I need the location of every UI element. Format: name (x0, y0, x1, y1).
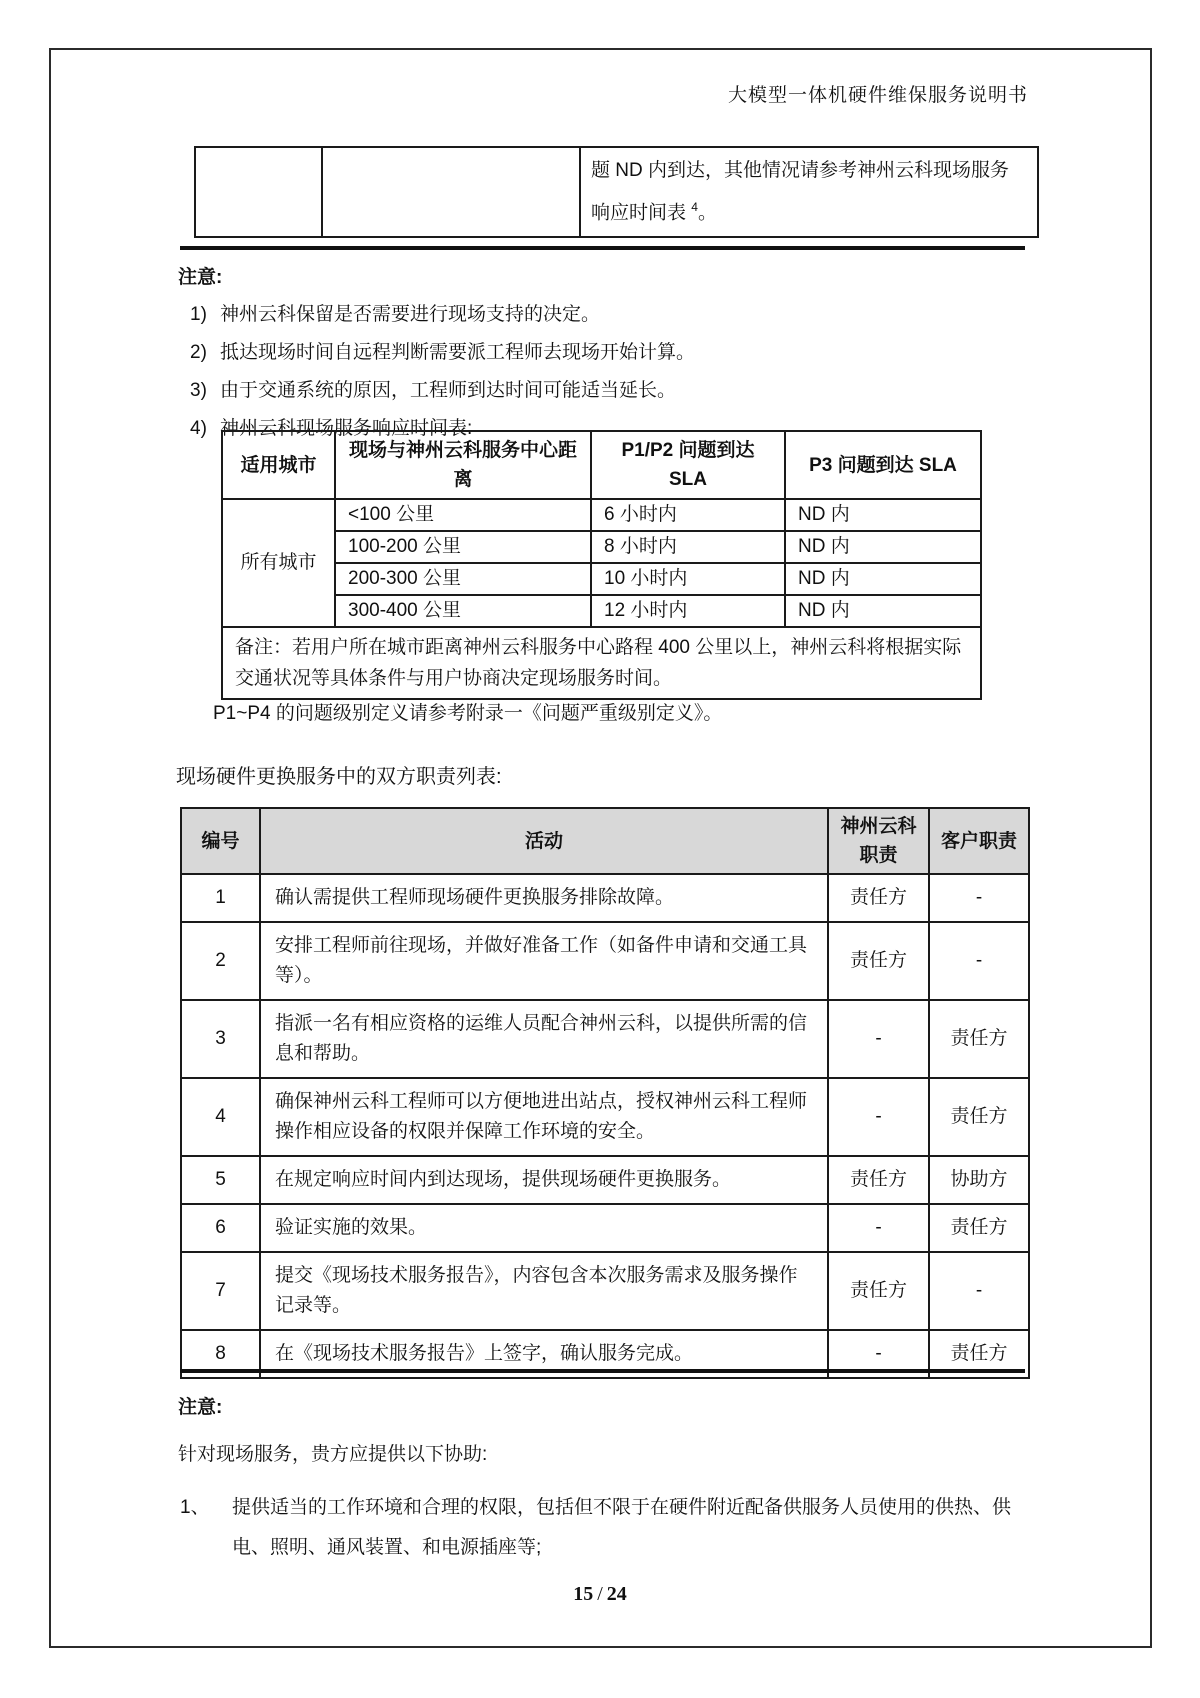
page-number-separator: / (597, 1583, 603, 1605)
cell-customer: 协助方 (929, 1156, 1029, 1204)
cell-remark: 备注：若用户所在城市距离神州云科服务中心路程 400 公里以上，神州云科将根据实际交通状况等具体条件与用户协商决定现场服务时间。 (222, 627, 981, 699)
table-row (222, 531, 981, 563)
notes-section-2 (178, 1392, 1048, 1568)
continued-table (194, 146, 1039, 238)
cell-p3: ND 内 (785, 563, 981, 595)
cell-customer: 责任方 (929, 1330, 1029, 1378)
cell-city: 所有城市 (222, 499, 335, 627)
cell-activity: 在规定响应时间内到达现场，提供现场硬件更换服务。 (260, 1156, 828, 1204)
list-item-text: 提供适当的工作环境和合理的权限，包括但不限于在硬件附近配备供服务人员使用的供热、供电、照明、通风装置、和电源插座等; (232, 1497, 1012, 1558)
list-item (178, 378, 1038, 403)
table-row (181, 1252, 1029, 1330)
list-item-number: 4) (190, 418, 207, 439)
cell-number: 7 (181, 1252, 260, 1330)
list-item-text: 神州云科保留是否需要进行现场支持的决定。 (220, 304, 601, 325)
numbered-list (178, 302, 1038, 441)
cell-customer: 责任方 (929, 1204, 1029, 1252)
list-item (178, 302, 1038, 327)
col-header-distance: 现场与神州云科服务中心距离 (335, 431, 591, 499)
table-remark-row (222, 627, 981, 699)
cell-activity: 验证实施的效果。 (260, 1204, 828, 1252)
cell-customer: 责任方 (929, 1000, 1029, 1078)
cell-distance: 100-200 公里 (335, 531, 591, 563)
col-header-p3-sla: P3 问题到达 SLA (785, 431, 981, 499)
cell-customer: - (929, 874, 1029, 922)
cell-vendor: 责任方 (828, 922, 929, 1000)
cell-number: 3 (181, 1000, 260, 1078)
cell-vendor: - (828, 1204, 929, 1252)
cell-p1p2: 6 小时内 (591, 499, 785, 531)
cell-p3: ND 内 (785, 595, 981, 627)
cell-p1p2: 8 小时内 (591, 531, 785, 563)
cell-activity: 确保神州云科工程师可以方便地进出站点，授权神州云科工程师操作相应设备的权限并保障工作环境的安全。 (260, 1078, 828, 1156)
cell-p3: ND 内 (785, 499, 981, 531)
cell-customer: 责任方 (929, 1078, 1029, 1156)
cell-customer: - (929, 922, 1029, 1000)
horizontal-rule (180, 246, 1025, 250)
sla-response-table (221, 430, 982, 700)
footnote-ref: 4 (691, 200, 698, 214)
numbered-list (178, 1488, 1048, 1568)
table-row (181, 1156, 1029, 1204)
responsibilities-title: 现场硬件更换服务中的双方职责列表: (176, 766, 502, 788)
list-item-number: 1) (190, 304, 207, 325)
cell-vendor: - (828, 1078, 929, 1156)
continued-text-cell (580, 147, 1038, 237)
cell-vendor: - (828, 1330, 929, 1378)
cell-number: 5 (181, 1156, 260, 1204)
cell-vendor: - (828, 1000, 929, 1078)
continued-text-tail: 。 (697, 202, 717, 224)
document-header-title: 大模型一体机硬件维保服务说明书 (727, 85, 1028, 106)
table-row (181, 1204, 1029, 1252)
notes-section-1 (178, 262, 1038, 441)
col-header-activity: 活动 (260, 808, 828, 874)
table-row (181, 1078, 1029, 1156)
empty-cell (195, 147, 322, 237)
col-header-number: 编号 (181, 808, 260, 874)
col-header-vendor-resp: 神州云科职责 (828, 808, 929, 874)
list-item-text: 抵达现场时间自远程判断需要派工程师去现场开始计算。 (220, 342, 696, 363)
total-pages: 24 (606, 1583, 627, 1605)
list-item-text: 神州云科现场服务响应时间表: (220, 418, 473, 439)
cell-number: 2 (181, 922, 260, 1000)
table-row (181, 922, 1029, 1000)
notes-intro: 针对现场服务，贵方应提供以下协助: (178, 1444, 488, 1465)
cell-distance: 200-300 公里 (335, 563, 591, 595)
table-row (222, 499, 981, 531)
list-item-number: 1、 (180, 1497, 210, 1518)
notes-label: 注意: (178, 267, 223, 288)
table-row (181, 1000, 1029, 1078)
cell-number: 6 (181, 1204, 260, 1252)
empty-cell (322, 147, 580, 237)
table-row (181, 874, 1029, 922)
cell-p3: ND 内 (785, 531, 981, 563)
cell-number: 4 (181, 1078, 260, 1156)
cell-vendor: 责任方 (828, 874, 929, 922)
continued-text: 题 ND 内到达，其他情况请参考神州云科现场服务响应时间表 (591, 160, 1010, 224)
table-row (222, 563, 981, 595)
cell-activity: 在《现场技术服务报告》上签字，确认服务完成。 (260, 1330, 828, 1378)
list-item-number: 2) (190, 342, 207, 363)
cell-distance: 300-400 公里 (335, 595, 591, 627)
horizontal-rule (180, 1369, 1025, 1373)
col-header-city: 适用城市 (222, 431, 335, 499)
table-row (195, 147, 1038, 237)
cell-vendor: 责任方 (828, 1252, 929, 1330)
list-item (178, 340, 1038, 365)
cell-customer: - (929, 1252, 1029, 1330)
cell-distance: <100 公里 (335, 499, 591, 531)
responsibilities-table (180, 807, 1030, 1379)
cell-vendor: 责任方 (828, 1156, 929, 1204)
table-header-row (222, 431, 981, 499)
page-footer (0, 1583, 1200, 1606)
cell-number: 1 (181, 874, 260, 922)
cell-activity: 确认需提供工程师现场硬件更换服务排除故障。 (260, 874, 828, 922)
list-item-text: 由于交通系统的原因，工程师到达时间可能适当延长。 (220, 380, 677, 401)
cell-number: 8 (181, 1330, 260, 1378)
table-header-row (181, 808, 1029, 874)
cell-p1p2: 12 小时内 (591, 595, 785, 627)
cell-p1p2: 10 小时内 (591, 563, 785, 595)
list-item-number: 3) (190, 380, 207, 401)
page-number: 15 (573, 1583, 594, 1605)
list-item (178, 1488, 1048, 1568)
col-header-p1p2-sla: P1/P2 问题到达 SLA (591, 431, 785, 499)
cell-activity: 安排工程师前往现场，并做好准备工作（如备件申请和交通工具等）。 (260, 922, 828, 1000)
notes-label: 注意: (178, 1397, 223, 1418)
p1p4-definition-note: P1~P4 的问题级别定义请参考附录一《问题严重级别定义》。 (213, 703, 723, 724)
col-header-customer-resp: 客户职责 (929, 808, 1029, 874)
cell-activity: 指派一名有相应资格的运维人员配合神州云科，以提供所需的信息和帮助。 (260, 1000, 828, 1078)
table-row (222, 595, 981, 627)
cell-activity: 提交《现场技术服务报告》，内容包含本次服务需求及服务操作记录等。 (260, 1252, 828, 1330)
